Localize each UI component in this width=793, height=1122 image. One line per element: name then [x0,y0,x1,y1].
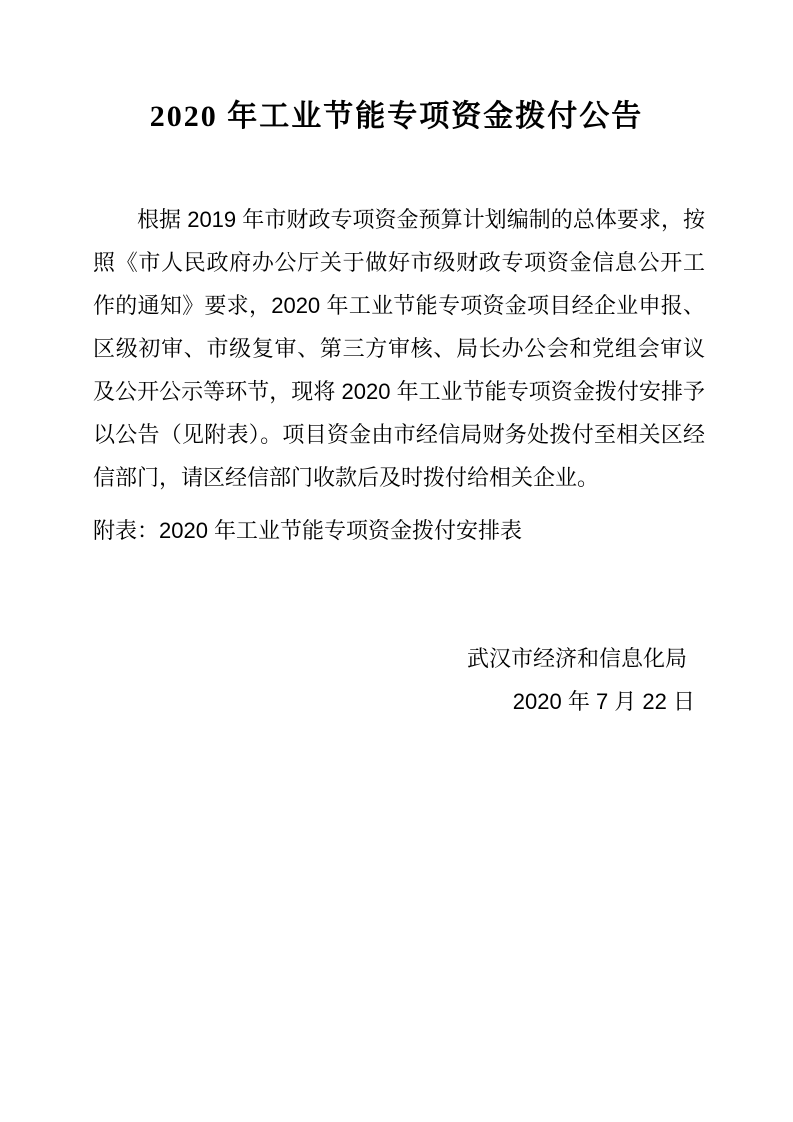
document-title: 2020 年工业节能专项资金拨付公告 [149,100,644,133]
issue-date: 2020 年 7 月 22 日 [512,689,695,714]
signature-block [93,637,705,723]
document-body-paragraph: 根据 2019 年市财政专项资金预算计划编制的总体要求，按照《市人民政府办公厅关于做好市级财政专项资金信息公开工作的通知》要求，2020 年工业节能专项资金项目经企业申报、区级初审、市级复审、第三方审核、局长办公会和党组会审议及公开公示等环节，现将 2020 年工业节能专项资金拨付安排予以公告（见附表）。项目资金由市经信局财务处拨付至相关区经信部门，请区经信部门收款后及时拨付给相关企业。 [93,207,705,490]
issuing-authority: 武汉市经济和信息化局 [466,646,687,671]
attachment-reference-line: 附表：2020 年工业节能专项资金拨付安排表 [93,518,523,543]
